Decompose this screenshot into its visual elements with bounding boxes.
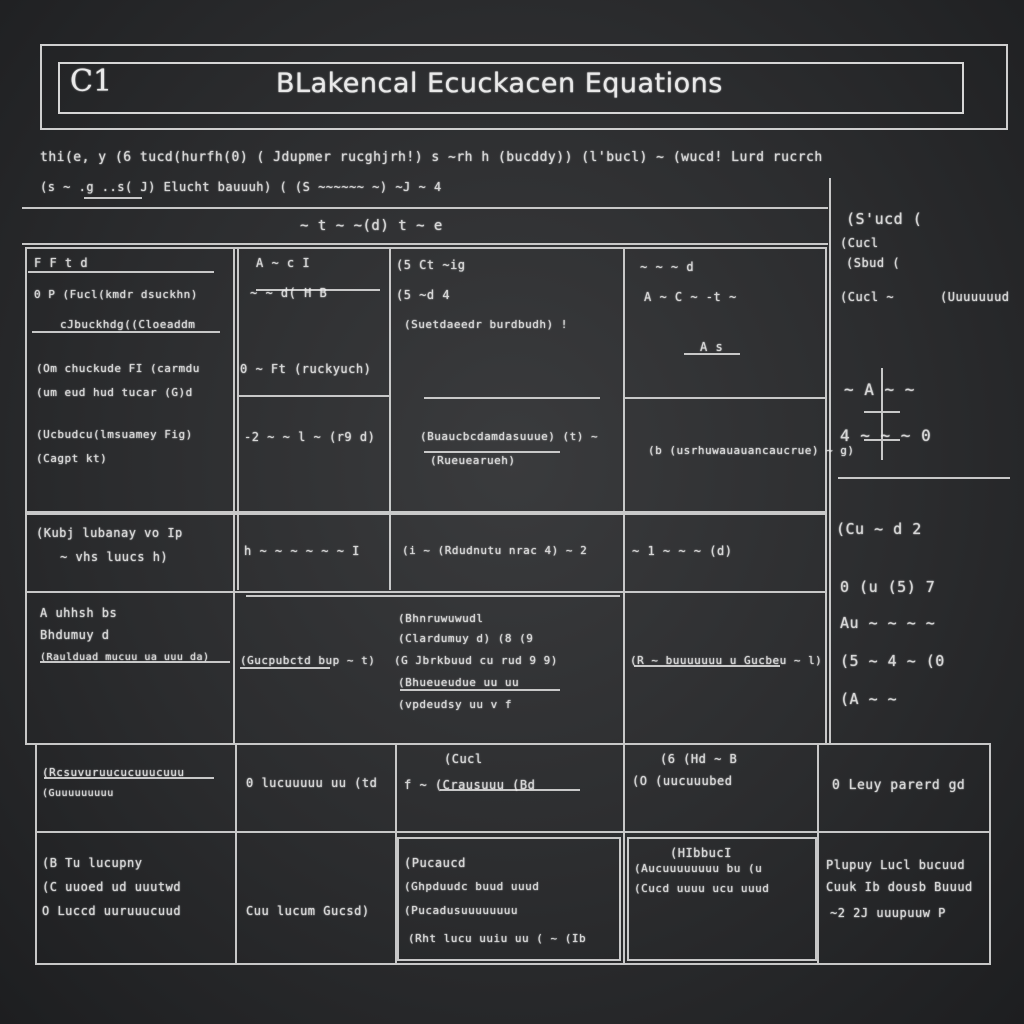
cell-text: Plupuy Lucl bucuud (826, 858, 966, 872)
cell-text: (R ~ buuuuuuu u Gucbeu ~ l) (630, 654, 823, 667)
cell-text: (Ghpduudc buud uuud (404, 880, 540, 893)
cell-text: (i ~ (Rdudnutu nrac 4) ~ 2 (402, 544, 588, 557)
side-text: ~ A ~ ~ (844, 380, 915, 399)
side-text: (5 ~ 4 ~ (0 (840, 652, 945, 670)
side-text: (Uuuuuuud (940, 290, 1010, 304)
cell-text: -2 ~ ~ l ~ (r9 d) (244, 430, 376, 444)
side-text: (Cucl (840, 236, 879, 250)
cell-text: (Gucpubctd bup ~ t) (240, 654, 376, 667)
cell-text: (Bhnruwuwudl (398, 612, 484, 625)
cell-text: 0 P (Fucl(kmdr dsuckhn) (34, 288, 198, 301)
cell-text: (Rcsuvuruucucuuucuuu (42, 766, 185, 779)
cell-text: ~2 2J uuupuuw P (830, 906, 946, 920)
cell-text: (Buaucbcdamdasuuue) (t) ~ (420, 430, 599, 443)
cell-text: A s (700, 340, 724, 354)
cell-text: (Pucaucd (404, 856, 466, 870)
cell-text: Cuu lucum Gucsd) (246, 904, 370, 918)
cell-text: (Cucd uuuu ucu uuud (634, 882, 770, 895)
cell-text: (Bhueueudue uu uu (398, 676, 520, 689)
cell-text: (vpdeudsy uu v f (398, 698, 512, 711)
side-text: (A ~ ~ (840, 690, 898, 708)
cell-text: ~ vhs luucs h) (60, 550, 169, 564)
cell-text: (Clardumuy d) (8 (9 (398, 632, 534, 645)
side-text: (Cucl ~ (840, 290, 895, 304)
side-text: 4 ~ ~ ~ 0 (840, 426, 932, 445)
cell-text: (HIbbucI (670, 846, 732, 860)
cell-text: (Suetdaeedr burdbudh) ! (404, 318, 568, 331)
cell-text: ~ 1 ~ ~ ~ (d) (632, 544, 733, 558)
cell-text: A ~ c I (256, 256, 311, 270)
cell-text: ~ ~ d( H B (250, 286, 328, 300)
cell-text: O Luccd uuruuucuud (42, 904, 182, 918)
cell-text: Bhdumuy d (40, 628, 110, 642)
page-title: BLakencal Ecuckacen Equations (276, 68, 723, 99)
cell-text: (B Tu lucupny (42, 856, 143, 870)
cell-text: cJbuckhdg((Cloeaddm (60, 318, 196, 331)
cell-text: A ~ C ~ -t ~ (644, 290, 737, 304)
cell-text: (b (usrhuwauauancaucrue) ~ g) (648, 444, 855, 457)
cell-text: h ~ ~ ~ ~ ~ ~ I (244, 544, 360, 558)
cell-text: (Cagpt kt) (36, 452, 108, 465)
side-text: (S'ucd ( (846, 210, 923, 228)
cell-text: f ~ (Crausuuu (Bd (404, 778, 536, 792)
cell-text: 0 ~ Ft (ruckyuch) (240, 362, 372, 376)
cell-text: (Kubj lubanay vo Ip (36, 526, 183, 540)
cell-text: (Rueuearueh) (430, 454, 516, 467)
cell-text: (C uuoed ud uuutwd (42, 880, 182, 894)
cell-text: (Aucuuuuuuuu bu (u (634, 862, 763, 875)
cell-text: (Pucadusuuuuuuuu (404, 904, 518, 917)
cell-text: (Rht lucu uuiu uu ( ~ (Ib (408, 932, 587, 945)
cell-text: Cuuk Ib dousb Buuud (826, 880, 973, 894)
cell-text: (6 (Hd ~ B (660, 752, 738, 766)
cell-text: ~ ~ ~ d (640, 260, 695, 274)
title-tag: C1 (70, 64, 113, 99)
header-row-2: (s ~ .g ..s( J) Elucht bauuuh) ( (S ~~~~~~ ~) ~J ~ 4 (40, 180, 442, 194)
cell-text: 0 Leuy parerd gd (832, 778, 966, 793)
side-text: 0 (u (5) 7 (840, 578, 936, 596)
cell-text: (G Jbrkbuud cu rud 9 9) (394, 654, 558, 667)
cell-text: (Ucbudcu(lmsuamey Fig) (36, 428, 193, 441)
header-row-1: thi(e, y (6 tucd(hurfh(0) ( Jdupmer rucghjrh!) s ~rh h (bucddy)) (l'bucl) ~ (wucd! Lurd rucrch (40, 150, 823, 165)
side-text: Au ~ ~ ~ ~ (840, 614, 936, 632)
cell-text: A uhhsh bs (40, 606, 118, 620)
cell-text: (Raulduad mucuu ua uuu da) (40, 652, 210, 663)
cell-text: (5 ~d 4 (396, 288, 451, 302)
side-text: (Cu ~ d 2 (836, 520, 922, 538)
cell-text: (Guuuuuuuuu (42, 788, 114, 799)
cell-text: (5 Ct ~ig (396, 258, 466, 272)
header-row-3: ~ t ~ ~(d) t ~ e (300, 218, 443, 234)
cell-text: (Om chuckude FI (carmdu (36, 362, 200, 375)
cell-text: (O (uucuuubed (632, 774, 733, 788)
cell-text: (um eud hud tucar (G)d (36, 386, 193, 399)
side-text: (Sbud ( (846, 256, 901, 270)
cell-text: 0 lucuuuuu uu (td (246, 776, 378, 790)
cell-text: (Cucl (444, 752, 483, 766)
cell-text: F F t d (34, 256, 89, 270)
